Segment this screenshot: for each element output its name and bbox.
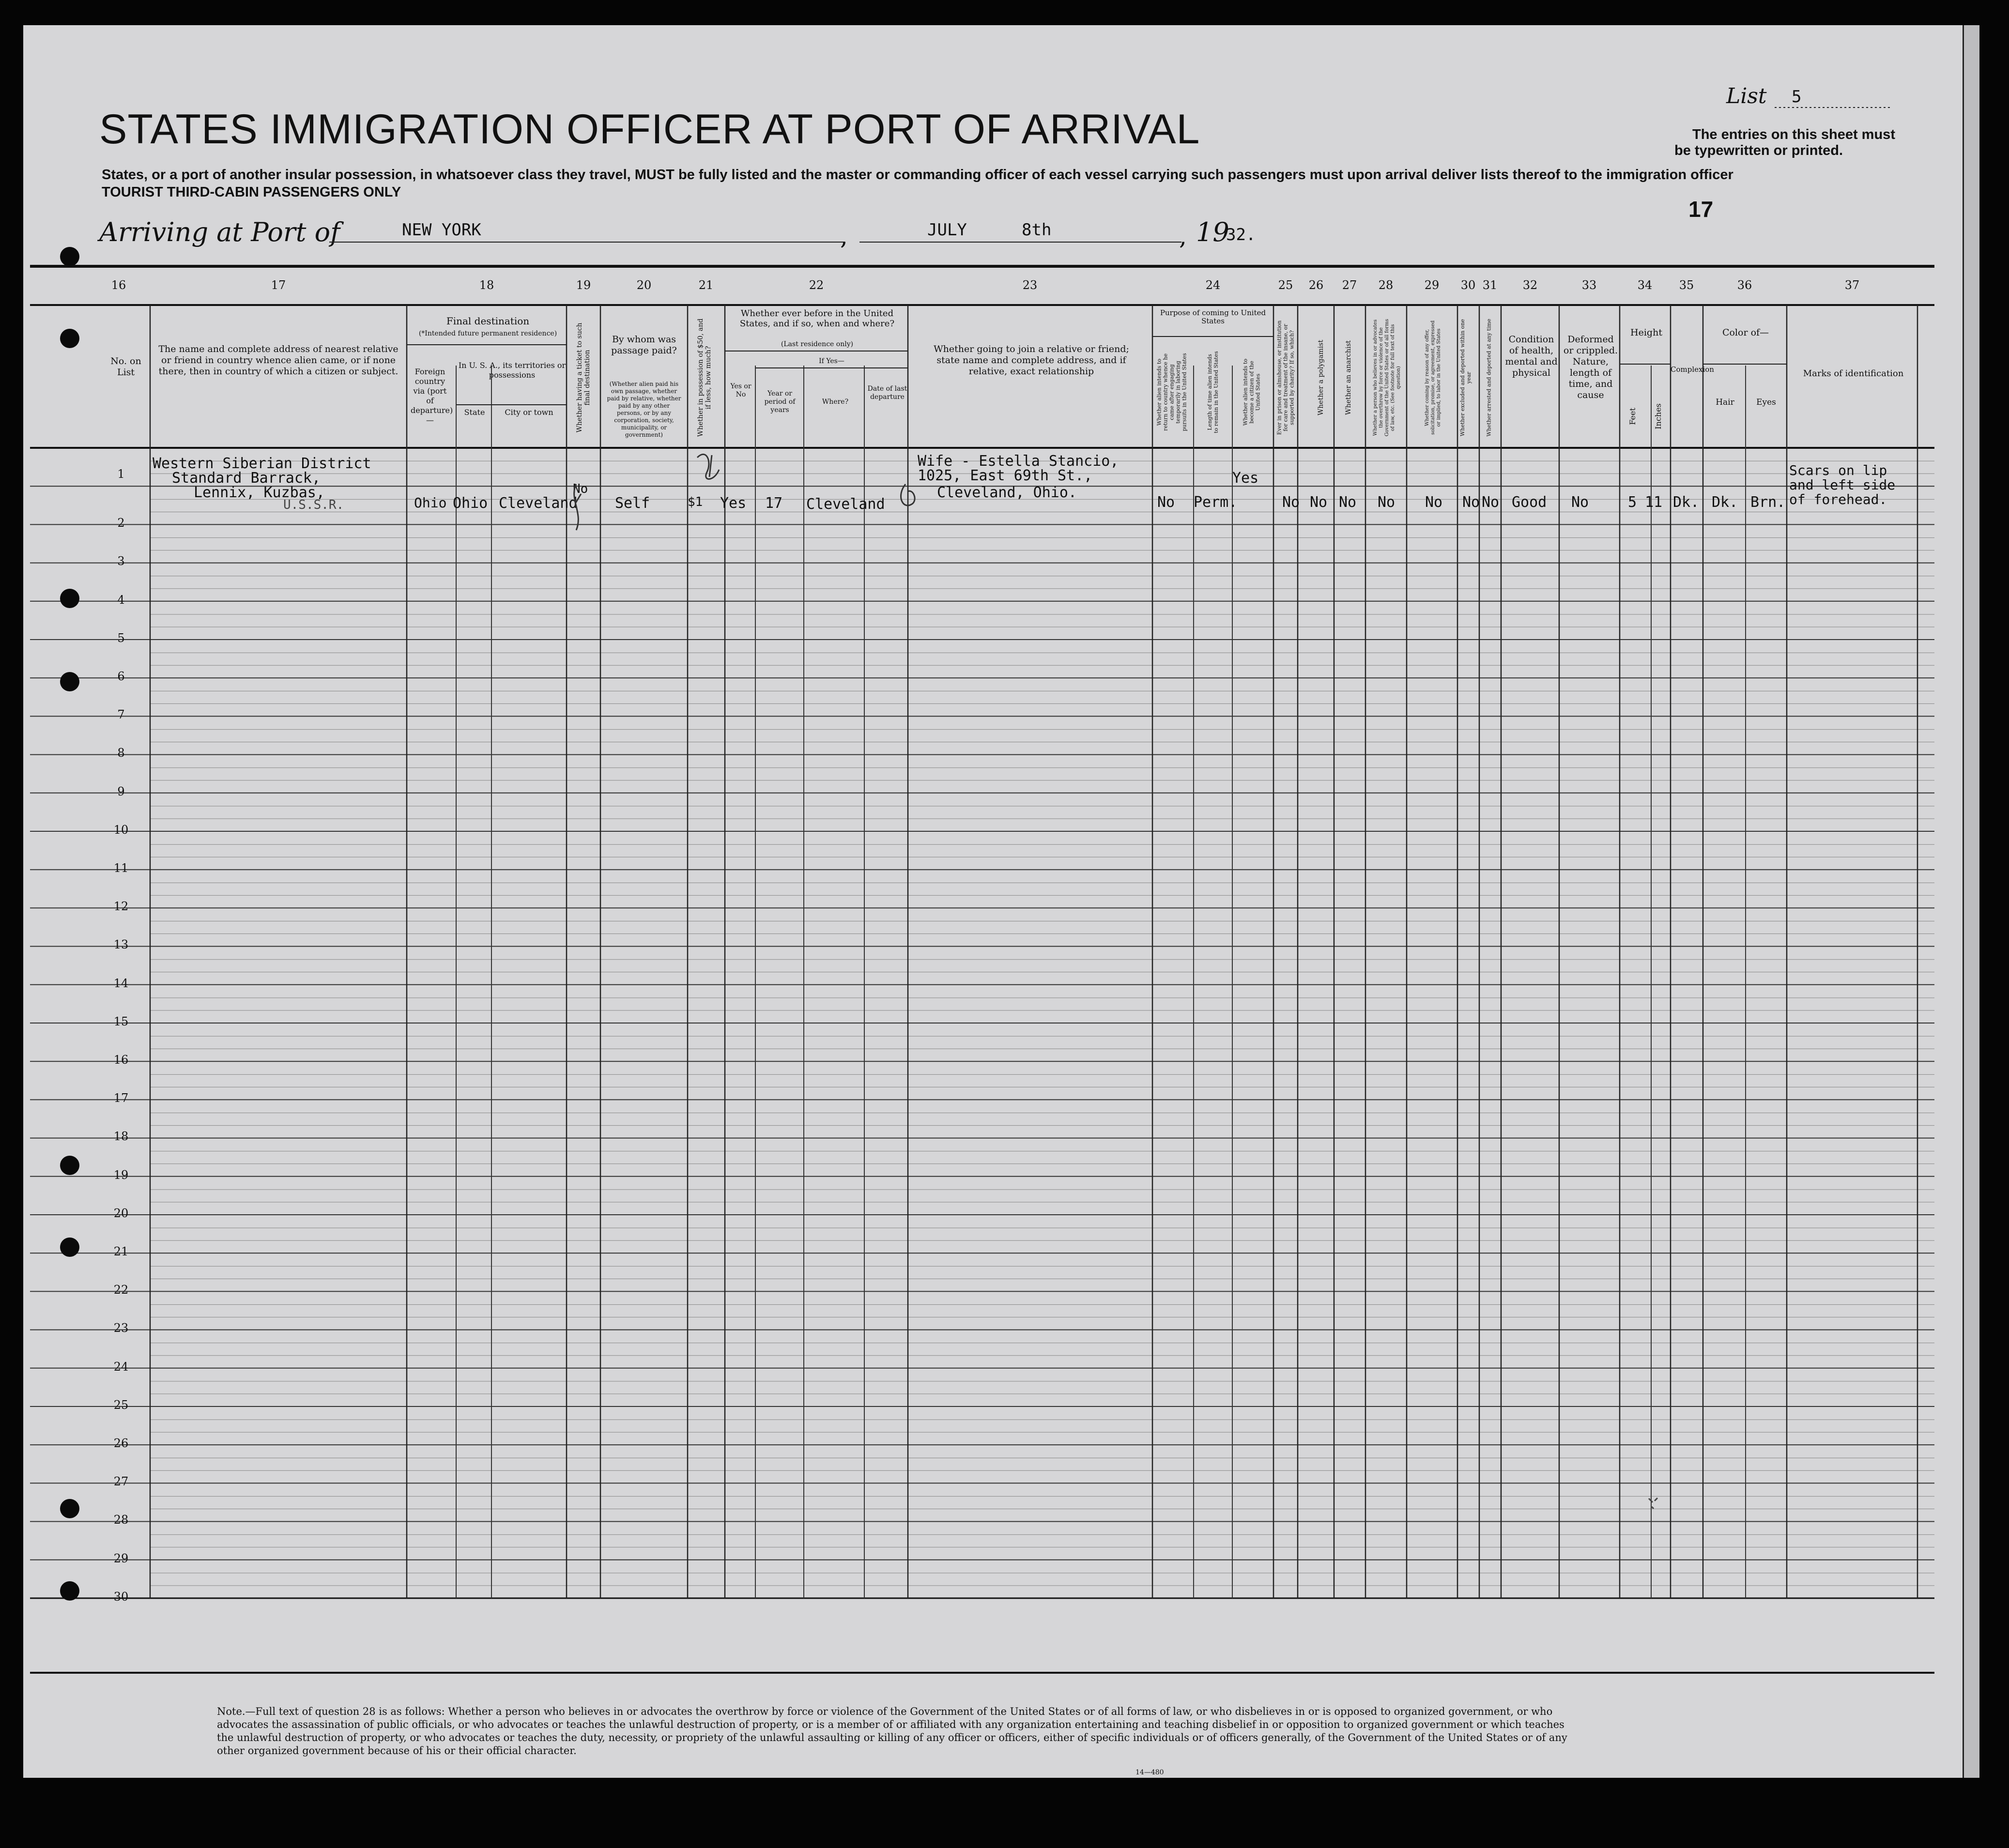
svg-text:,: , xyxy=(840,222,848,250)
row-number: 15 xyxy=(113,1014,129,1028)
row-number: 25 xyxy=(113,1398,129,1412)
row-number: 21 xyxy=(113,1245,129,1258)
header-deformed: Deformed or crippled. Nature, length of time, and cause xyxy=(1563,334,1618,400)
row-number: 19 xyxy=(113,1168,129,1182)
list-number: 5 xyxy=(1792,87,1802,107)
header-inches: Inches xyxy=(1654,403,1663,429)
typewritten-note: The entries on this sheet must xyxy=(1692,127,1895,142)
column-number: 34 xyxy=(1637,278,1653,292)
row-number: 27 xyxy=(113,1475,129,1489)
column-number: 31 xyxy=(1482,278,1498,292)
row-number: 1 xyxy=(117,467,125,481)
row-number: 9 xyxy=(117,784,125,798)
identification-marks-line: of forehead. xyxy=(1789,491,1887,507)
row-number: 4 xyxy=(117,593,125,607)
header-deported: Whether arrested and deported at any time xyxy=(1486,319,1492,437)
header-city: City or town xyxy=(505,408,553,417)
row-number: 13 xyxy=(113,938,129,952)
column-number: 35 xyxy=(1679,278,1694,292)
header-in-usa: In U. S. A., its territories or possessions xyxy=(458,361,566,380)
header-state: State xyxy=(464,408,485,417)
destination-city: Cleveland xyxy=(499,495,578,512)
header-height: Height xyxy=(1630,327,1662,338)
column-number: 33 xyxy=(1581,278,1597,292)
header-join-relative: Whether going to join a relative or friend; state name and complete address, and if relative, exact relationship xyxy=(934,344,1129,377)
identification-marks-line: Scars on lip xyxy=(1789,462,1887,478)
row-number: 26 xyxy=(113,1436,129,1450)
eye-color: Brn. xyxy=(1750,494,1786,511)
form-number: 14—480 xyxy=(1135,1769,1164,1776)
row-number: 8 xyxy=(117,746,125,760)
row-number: 3 xyxy=(117,554,125,568)
header-nearest-relative: The name and complete address of nearest relative or friend in country whence alien came, or if none there, then in country of which a citizen or subject. xyxy=(158,344,399,377)
row-number: 10 xyxy=(113,823,129,837)
health-condition: Good xyxy=(1512,494,1547,511)
typewritten-note: be typewritten or printed. xyxy=(1674,143,1843,158)
join-relative-line: 1025, East 69th St., xyxy=(918,467,1093,484)
column-number: 19 xyxy=(576,278,591,292)
row-number: 2 xyxy=(117,516,125,530)
header-anarchist: Whether an anarchist xyxy=(1345,340,1352,415)
arrival-month: JULY xyxy=(927,220,967,240)
column-number: 22 xyxy=(809,278,824,292)
hair-color: Dk. xyxy=(1712,494,1738,511)
money-in-possession: $1 xyxy=(688,495,703,509)
row-number: 20 xyxy=(113,1206,129,1220)
instruction-line: States, or a port of another insular possession, in whatsoever class they travel, MUST be fully listed and the master or commanding officer of each vessel carrying such passengers must upon arrival deliver lists thereof to the immigration officer xyxy=(102,167,1733,183)
row-number: 23 xyxy=(113,1321,129,1335)
header-final-destination: Final destination xyxy=(446,315,530,327)
header-overthrow: Whether a person who believes in or advocates the overthrow by force or violence of the Government of the United States or of all forms of law, etc. (See footnote for full text of this question) xyxy=(1373,319,1401,437)
ticket-answer: No xyxy=(573,482,588,496)
column-number: 20 xyxy=(636,278,652,292)
header-feet: Feet xyxy=(1628,408,1637,425)
length-of-stay: Perm. xyxy=(1194,494,1238,511)
column-number: 21 xyxy=(698,278,714,292)
labor-offer-answer: No xyxy=(1425,494,1443,511)
header-passage-note: (Whether alien paid his own passage, whether paid by relative, whether paid by any other persons, or by any corporation, society, municipality, or government) xyxy=(607,381,681,438)
prison-answer: No xyxy=(1282,494,1300,511)
port-name: NEW YORK xyxy=(402,220,481,240)
header-no-on-list: No. on List xyxy=(110,356,141,378)
relative-address-line: Lennix, Kuzbas, xyxy=(194,484,325,501)
footnote: Note.—Full text of question 28 is as follows: Whether a person who believes in or advocates the overthrow by force or violence of the Government of the United States or of all forms of law, or who disbelieves in or is opposed to organized government, or who advocates the assassination of public officials, or who advocates or teaches the unlawful destruction of property, or is a member of or affiliated with any organization entertaining and teaching disbelief in or opposition to organized government or which teaches the unlawful destruction of property, or who advocates or teaches the duty, necessity, or propriety of the unlawful assaulting or killing of any officer or officers, either of specific individuals or of officers generally, of the Government of the United States or of any other organized government because of his or their official character. xyxy=(217,1706,1567,1756)
header-where: Where? xyxy=(822,398,849,406)
svg-text:,: , xyxy=(1179,222,1187,250)
header-complexion: Complexion xyxy=(1671,365,1714,374)
height-inches: 11 xyxy=(1645,494,1663,511)
column-number: 24 xyxy=(1205,278,1221,292)
header-health: Condition of health, mental and physical xyxy=(1505,334,1558,378)
header-purpose-citizen: Whether alien intends to become a citizen of the United States xyxy=(1242,358,1261,426)
relative-address-line: Standard Barrack, xyxy=(172,470,321,487)
column-number: 37 xyxy=(1844,278,1860,292)
row-number: 11 xyxy=(113,861,129,875)
row-number: 28 xyxy=(113,1513,129,1527)
deformed-answer: No xyxy=(1571,494,1589,511)
header-purpose-length: Length of time alien intends to remain in the United States xyxy=(1207,351,1219,433)
complexion: Dk. xyxy=(1673,494,1700,511)
row-number: 29 xyxy=(113,1551,129,1565)
row-number: 5 xyxy=(117,631,125,645)
relative-address-line: Western Siberian District xyxy=(153,455,371,472)
header-yes-no: Yes or No xyxy=(730,382,751,398)
sheet-number: 17 xyxy=(1688,197,1714,222)
header-marks: Marks of identification xyxy=(1803,368,1904,379)
destination-state: Ohio xyxy=(453,495,488,512)
header-eyes: Eyes xyxy=(1756,397,1776,407)
header-prison: Ever in prison or almshouse, or institution for care and treatment of the insane, or supported by charity? If so, which? xyxy=(1276,320,1295,435)
years-in-us: 17 xyxy=(765,495,783,512)
column-number: 32 xyxy=(1522,278,1538,292)
header-purpose: Purpose of coming to United States xyxy=(1160,308,1266,325)
become-citizen: Yes xyxy=(1232,470,1259,487)
row-number: 18 xyxy=(113,1130,129,1144)
header-ever-in-us: Whether ever before in the United States, and if so, when and where? xyxy=(739,308,895,329)
header-excluded: Whether excluded and deported within one year xyxy=(1459,319,1472,437)
row-number: 17 xyxy=(113,1091,129,1105)
height-feet: 5 xyxy=(1628,494,1637,511)
polygamist-answer: No xyxy=(1310,494,1328,511)
row-number: 24 xyxy=(113,1359,129,1374)
header-final-destination-note: (*Intended future permanent residence) xyxy=(418,330,557,337)
header-if-yes: If Yes— xyxy=(819,357,844,365)
header-hair: Hair xyxy=(1716,397,1734,407)
header-polygamist: Whether a polygamist xyxy=(1317,339,1325,416)
row-number: 6 xyxy=(117,670,125,683)
header-ever-note: (Last residence only) xyxy=(781,340,854,348)
column-number: 27 xyxy=(1342,278,1357,292)
column-number: 25 xyxy=(1278,278,1293,292)
passage-paid-by: Self xyxy=(615,495,650,512)
join-relative-line: Cleveland, Ohio. xyxy=(937,484,1077,501)
list-label: List xyxy=(1726,84,1767,108)
column-number: 16 xyxy=(111,278,126,292)
overthrow-answer: No xyxy=(1378,494,1396,511)
row-number: 14 xyxy=(113,976,129,990)
header-years: Year or period of years xyxy=(764,390,796,414)
header-purpose-return: Whether alien intends to return to country whence he came after engaging temporarily in laboring pursuits in the United States xyxy=(1156,353,1188,431)
class-line: TOURIST THIRD-CABIN PASSENGERS ONLY xyxy=(102,184,401,200)
header-labor-offer: Whether coming by reason of any offer, solicitation, promise, or agreement, expressed or implied, to labor in the United States xyxy=(1425,320,1442,435)
ever-in-us-answer: Yes xyxy=(720,495,747,512)
row-number: 30 xyxy=(113,1589,129,1604)
header-ticket: Whether having a ticket to such final destination xyxy=(576,322,591,433)
previous-residence: Cleveland xyxy=(806,496,885,513)
anarchist-answer: No xyxy=(1339,494,1357,511)
row-number: 7 xyxy=(117,708,125,722)
year-suffix: 32. xyxy=(1226,225,1256,244)
excluded-answer: No xyxy=(1462,494,1480,511)
form-title: STATES IMMIGRATION OFFICER AT PORT OF ARRIVAL xyxy=(99,106,1200,153)
column-number: 30 xyxy=(1460,278,1476,292)
column-number: 18 xyxy=(479,278,494,292)
year-prefix: 19 xyxy=(1196,217,1229,247)
column-number: 23 xyxy=(1022,278,1038,292)
foreign-country: Ohio xyxy=(414,495,447,511)
column-number: 17 xyxy=(271,278,286,292)
port-label: Arriving at Port of xyxy=(99,217,340,247)
deported-answer: No xyxy=(1482,494,1500,511)
column-number: 28 xyxy=(1378,278,1394,292)
join-relative-line: Wife - Estella Stancio, xyxy=(918,453,1119,470)
column-number: 26 xyxy=(1308,278,1324,292)
header-color-of: Color of— xyxy=(1722,327,1769,338)
column-number: 29 xyxy=(1424,278,1440,292)
header-departure-date: Date of last departure xyxy=(867,385,907,401)
row-number: 16 xyxy=(113,1053,129,1067)
header-foreign-country: Foreign country via (port of departure)— xyxy=(411,367,453,425)
relative-address-line: U.S.S.R. xyxy=(283,498,344,512)
column-number: 36 xyxy=(1737,278,1752,292)
row-number: 12 xyxy=(113,900,129,914)
identification-marks-line: and left side xyxy=(1789,477,1896,493)
arrival-day: 8th xyxy=(1022,220,1052,240)
header-money: Whether in possession of $50, and if less, how much? xyxy=(697,318,712,437)
header-passage-paid: By whom was passage paid? xyxy=(611,334,677,356)
purpose-return: No xyxy=(1157,494,1175,511)
row-number: 22 xyxy=(113,1283,129,1297)
